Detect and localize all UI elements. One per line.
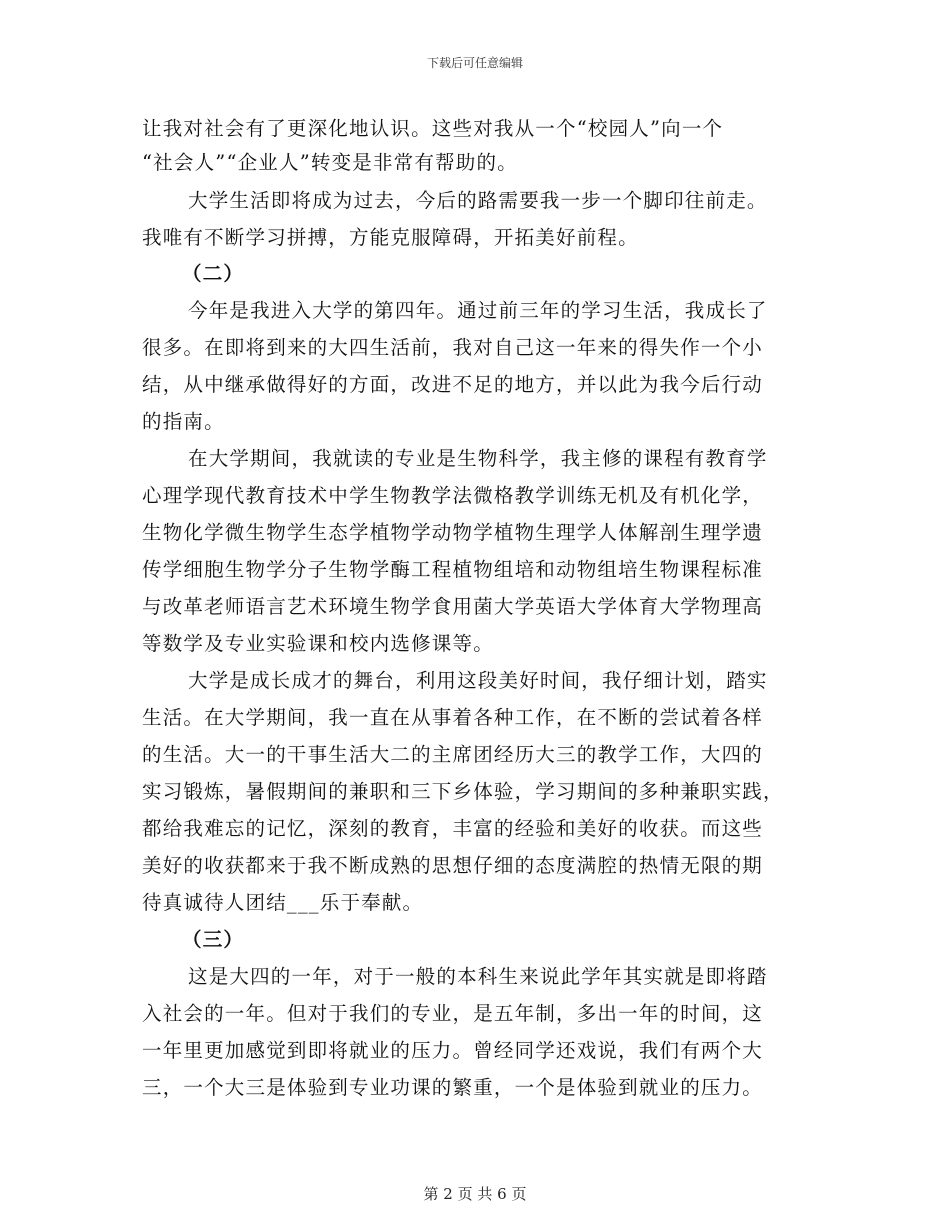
text-line: 待真诚待人团结___乐于奉献。 — [142, 891, 424, 914]
section-heading: （三） — [182, 928, 245, 951]
text-line: 的生活。大一的干事生活大二的主席团经历大三的教学工作，大四的 — [142, 743, 764, 766]
text-line: 都给我难忘的记忆，深刻的教育，丰富的经验和美好的收获。而这些 — [142, 817, 764, 840]
text-line: 今年是我进入大学的第四年。通过前三年的学习生活，我成长了 — [188, 299, 768, 322]
text-line: 结，从中继承做得好的方面，改进不足的地方，并以此为我今后行动 — [142, 373, 764, 396]
text-line: 很多。在即将到来的大四生活前，我对自己这一年来的得失作一个小 — [142, 336, 764, 359]
text-line: 实习锻炼，暑假期间的兼职和三下乡体验，学习期间的多种兼职实践， — [142, 780, 784, 803]
text-line: 一年里更加感觉到即将就业的压力。曾经同学还戏说，我们有两个大 — [142, 1039, 764, 1062]
section-heading: （二） — [182, 262, 245, 285]
text-line: 我唯有不断学习拼搏，方能克服障碍，开拓美好前程。 — [142, 226, 639, 249]
text-line: 入社会的一年。但对于我们的专业，是五年制，多出一年的时间，这 — [142, 1002, 764, 1025]
text-line: 这是大四的一年，对于一般的本科生来说此学年其实就是即将踏 — [188, 965, 768, 988]
text-line: 等数学及专业实验课和校内选修课等。 — [142, 632, 494, 655]
text-line: 的指南。 — [142, 410, 225, 433]
text-line: 让我对社会有了更深化地认识。这些对我从一个“校园人”向一个 — [142, 117, 724, 140]
text-line: 传学细胞生物学分子生物学酶工程植物组培和动物组培生物课程标准 — [142, 558, 764, 581]
page-header: 下载后可任意编辑 — [426, 56, 523, 70]
text-line: 生活。在大学期间，我一直在从事着各种工作，在不断的尝试着各样 — [142, 706, 764, 729]
text-line: 三，一个大三是体验到专业功课的繁重，一个是体验到就业的压力。 — [142, 1076, 764, 1099]
text-line: 生物化学微生物学生态学植物学动物学植物生理学人体解剖生理学遗 — [142, 521, 764, 544]
text-line: 与改革老师语言艺术环境生物学食用菌大学英语大学体育大学物理高 — [142, 595, 764, 618]
page-number: 第 2 页 共 6 页 — [423, 1185, 527, 1203]
text-line: 美好的收获都来于我不断成熟的思想仔细的态度满腔的热情无限的期 — [142, 854, 764, 877]
text-line: “社会人”“企业人”转变是非常有帮助的。 — [142, 151, 518, 174]
text-line: 在大学期间，我就读的专业是生物科学，我主修的课程有教育学 — [188, 447, 768, 470]
text-line: 心理学现代教育技术中学生物教学法微格教学训练无机及有机化学， — [142, 484, 764, 507]
text-line: 大学生活即将成为过去，今后的路需要我一步一个脚印往前走。 — [188, 189, 768, 212]
text-line: 大学是成长成才的舞台，利用这段美好时间，我仔细计划，踏实 — [188, 669, 768, 692]
